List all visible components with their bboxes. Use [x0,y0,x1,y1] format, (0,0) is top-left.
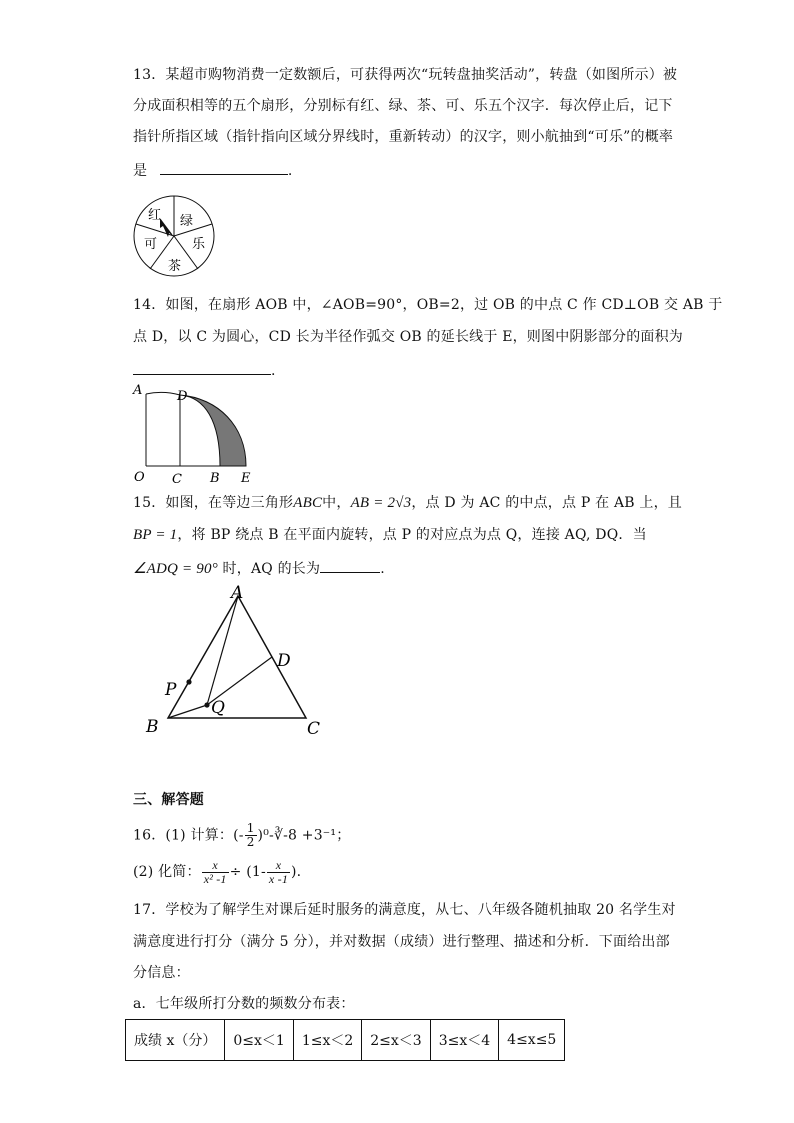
q17-line-2: 满意度进行打分（满分 5 分），并对数据（成绩）进行整理、描述和分析．下面给出部 [133,934,670,950]
q17-line-1: 17．学校为了解学生对课后延时服务的满意度，从七、八年级各随机抽取 20 名学生对 [133,902,676,918]
q15-suffix: . [380,561,385,577]
fraction-1-den: x² -1 [203,871,227,886]
q16-part-1 [133,822,350,848]
spinner-figure [128,192,220,282]
q14-line-2: 点 D，以 C 为圆心，CD 长为半径作弧交 OB 的延长线于 E，则图中阴影部分的面积为 [133,329,684,345]
q17-line-3: 分信息： [133,965,190,981]
q14-suffix: . [271,363,276,379]
table-header-cell: 4≤x≤5 [499,1020,565,1061]
spinner-label-tea: 茶 [168,259,182,274]
table-header-cell: 2≤x＜3 [362,1020,430,1061]
fraction-half-den: 2 [246,835,255,849]
q15-text-1a: 15．如图，在等边三角形 [133,495,294,511]
q13-line-4 [133,160,293,180]
fraction-2-num: x [267,859,290,873]
spinner-label-ke: 可 [144,237,158,252]
q17-line-4: a．七年级所打分数的频数分布表： [133,996,355,1012]
q16-part-2 [133,856,301,888]
label-p: P [165,680,177,700]
q13-prefix: 是 [133,163,148,179]
shaded-region [180,395,246,466]
q15-angle-condition: ∠ADQ = 90° [133,561,218,577]
label-e: E [241,471,251,486]
q16-p1-prefix: 16．(1) 计算： [133,827,234,844]
fraction-2-den: x -1 [268,871,289,886]
q15-line-2 [133,526,647,544]
q13-answer-blank[interactable] [160,160,288,175]
q16-p2-mid: ÷ (1- [229,864,266,880]
arc-ab [146,392,180,395]
frequency-table [125,1019,565,1061]
point-p [186,679,191,684]
label-c: C [307,719,321,739]
label-d: D [177,389,188,404]
label-o: O [134,470,145,485]
section-title: 三、解答题 [133,792,204,808]
table-header-cell: 0≤x＜1 [225,1020,293,1061]
q15-triangle-name: ABC [293,495,323,511]
aq-segment [207,596,238,705]
table-header-cell: 1≤x＜2 [293,1020,361,1061]
q15-bp-length: BP = 1 [133,527,178,543]
q15-text-1e: ，点 D 为 AC 的中点，点 P 在 AB 上，且 [411,495,683,511]
q15-text-1c: 中， [322,495,351,511]
spinner-label-green: 绿 [180,214,194,229]
q16-p2-end: ). [291,864,302,880]
label-b: B [210,471,220,486]
q14-answer-blank[interactable] [133,360,271,375]
triangle-figure [140,582,330,742]
q13-line-1: 13．某超市购物消费一定数额后，可获得两次“玩转盘抽奖活动”，转盘（如图所示）被 [133,67,678,83]
label-c: C [172,472,182,487]
q16-p2-prefix: (2) 化简： [133,864,201,880]
q15-text-3b: 时，AQ 的长为 [217,561,321,577]
q15-ab-length: AB = 2√3 [350,495,412,511]
fraction-half-num: 1 [246,821,255,835]
q16-p1-rest: )⁰-∛-8 +3⁻¹； [257,827,351,844]
table-header-row [126,1020,565,1061]
label-d: D [277,651,291,671]
q13-suffix: . [287,163,293,179]
fraction-1-num: x [202,859,229,873]
q15-text-2b: ，将 BP 绕点 B 在平面内旋转，点 P 的对应点为点 Q，连接 AQ, DQ．当 [177,527,647,543]
label-a: A [133,383,143,398]
table-header-cell: 3≤x＜4 [430,1020,498,1061]
sector-figure [128,380,263,488]
fraction-1 [202,859,229,886]
label-b: B [146,717,159,737]
label-a: A [231,583,244,603]
q13-line-2: 分成面积相等的五个扇形，分别标有红、绿、茶、可、乐五个汉字．每次停止后，记下 [133,98,673,114]
label-q: Q [211,698,225,718]
q16-p1-lparen: (- [233,827,244,844]
q14-line-3 [133,360,276,380]
q13-line-3: 指针所指区域（指针指向区域分界线时，重新转动）的汉字，则小航抽到“可乐”的概率 [133,129,674,145]
q15-answer-blank[interactable] [320,558,380,573]
q15-line-1 [133,494,682,512]
spinner-label-red: 红 [148,208,162,223]
q14-line-1: 14．如图，在扇形 AOB 中，∠AOB=90°，OB=2，过 OB 的中点 C 作 CD⊥OB 交 AB 于 [133,297,723,313]
fraction-half [245,822,257,849]
table-header-cell: 成绩 x（分） [126,1020,225,1061]
spinner-label-le: 乐 [192,237,206,252]
fraction-2 [267,859,290,886]
point-q [204,702,209,707]
q15-line-3 [133,558,385,578]
